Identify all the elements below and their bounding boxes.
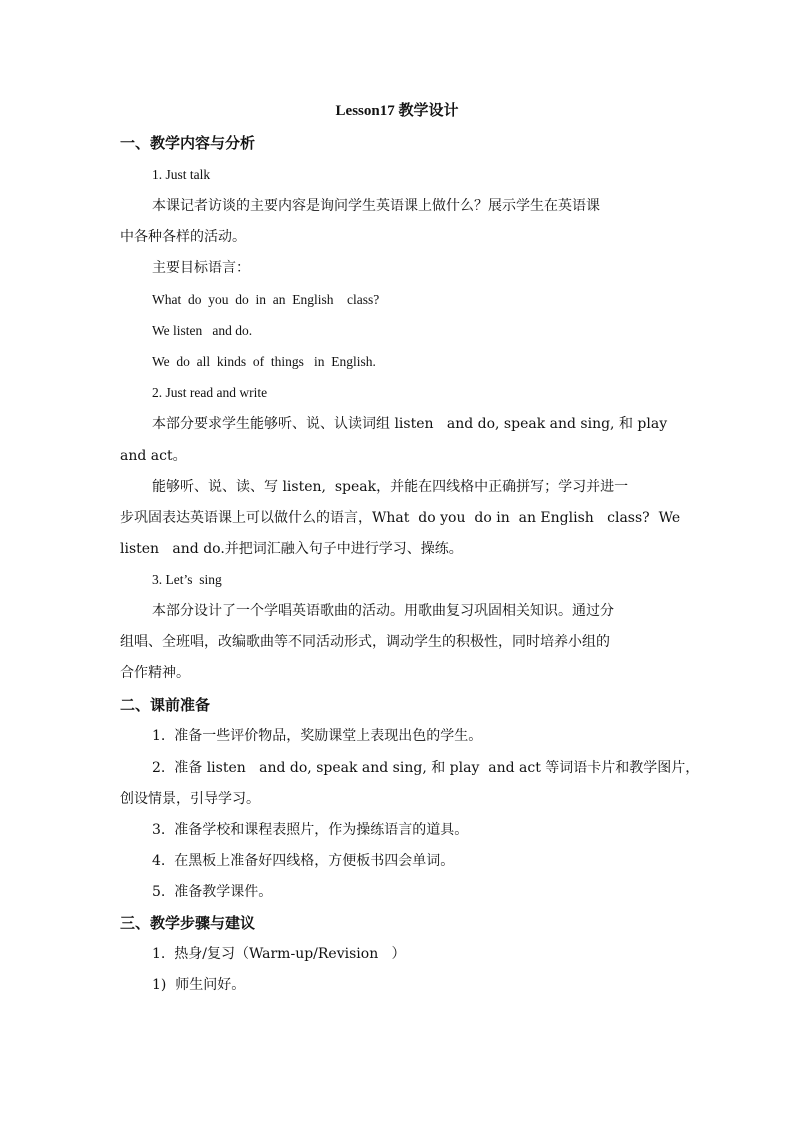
list-item: 1. 准备一些评价物品，奖励课堂上表现出色的学生。 bbox=[152, 728, 483, 744]
paragraph-line: 组唱、全班唱，改编歌曲等不同活动形式，调动学生的积极性，同时培养小组的 bbox=[120, 634, 610, 650]
paragraph-line: 中各种各样的活动。 bbox=[120, 229, 246, 245]
list-item: 4. 在黑板上准备好四线格，方便板书四会单词。 bbox=[152, 853, 455, 869]
paragraph-line: 本部分要求学生能够听、说、认读词组 listen and do, speak and sing, 和 play bbox=[152, 416, 668, 432]
section-heading-content-analysis: 一、教学内容与分析 bbox=[120, 134, 256, 152]
subsection-title-read-write: 2. Just read and write bbox=[152, 385, 268, 400]
target-language-label: 主要目标语言： bbox=[152, 260, 250, 276]
target-sentence: We do all kinds of things in English. bbox=[152, 354, 376, 369]
paragraph-line: and act。 bbox=[120, 448, 187, 464]
paragraph-line: 本课记者访谈的主要内容是询问学生英语课上做什么？展示学生在英语课 bbox=[152, 198, 600, 214]
paragraph-line: listen and do.并把词汇融入句子中进行学习、操练。 bbox=[120, 541, 463, 557]
subsection-title-lets-sing: 3. Let’s sing bbox=[152, 572, 222, 587]
paragraph-line: 能够听、说、读、写 listen, speak，并能在四线格中正确拼写；学习并进一 bbox=[152, 479, 629, 495]
list-item-continuation: 创设情景，引导学习。 bbox=[120, 791, 260, 807]
section-heading-preparation: 二、课前准备 bbox=[120, 696, 211, 714]
subsection-title-just-talk: 1. Just talk bbox=[152, 167, 211, 182]
list-item: 3. 准备学校和课程表照片，作为操练语言的道具。 bbox=[152, 822, 469, 838]
paragraph-line: 合作精神。 bbox=[120, 665, 190, 681]
list-item: 5. 准备教学课件。 bbox=[152, 884, 273, 900]
section-heading-steps: 三、教学步骤与建议 bbox=[120, 914, 256, 932]
step-title: 1. 热身/复习（Warm-up/Revision ） bbox=[152, 946, 406, 962]
list-item: 2. 准备 listen and do, speak and sing, 和 play and act 等词语卡片和教学图片， bbox=[152, 760, 700, 776]
paragraph-line: 步巩固表达英语课上可以做什么的语言，What do you do in an English class? We bbox=[120, 510, 681, 526]
document-title: Lesson17 教学设计 bbox=[335, 103, 459, 119]
target-sentence: We listen and do. bbox=[152, 323, 253, 338]
target-sentence: What do you do in an English class? bbox=[152, 292, 380, 307]
paragraph-line: 本部分设计了一个学唱英语歌曲的活动。用歌曲复习巩固相关知识。通过分 bbox=[152, 603, 614, 619]
step-item: 1) 师生问好。 bbox=[152, 977, 246, 993]
